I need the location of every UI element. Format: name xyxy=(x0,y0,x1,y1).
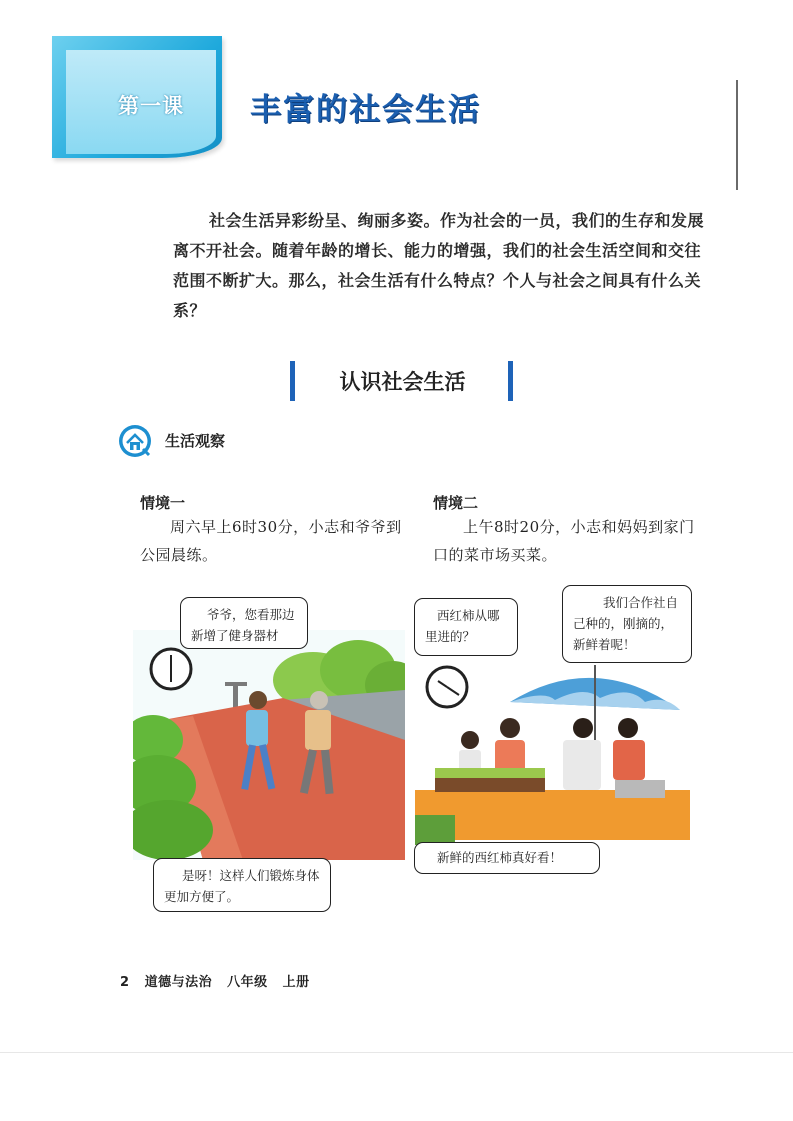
scenario2-title: 情境二 xyxy=(433,494,479,512)
volume-label: 上册 xyxy=(282,975,310,990)
scenario1-description: 周六早上6时30分，小志和爷爷到公园晨练。 xyxy=(140,518,402,564)
speech-bubble-grandpa: 是呀！这样人们锻炼身体更加方便了。 xyxy=(153,858,331,912)
observation-label: 生活观察 xyxy=(165,432,226,450)
house-magnifier-icon xyxy=(118,424,152,458)
section-bar-right xyxy=(508,361,513,401)
book-title: 道德与法治 xyxy=(144,975,213,990)
margin-rule xyxy=(736,80,738,190)
scenario2-description: 上午8时20分，小志和妈妈到家门口的菜市场买菜。 xyxy=(433,518,695,564)
intro-paragraph: 社会生活异彩纷呈、绚丽多姿。作为社会的一员，我们的生存和发展离不开社会。随着年龄的增长、能力的增强，我们的社会生活空间和交往范围不断扩大。那么，社会生活有什么特点？个人与社会之间具有什么关系？ xyxy=(173,211,705,320)
speech-bubble-boy-market: 新鲜的西红柿真好看！ xyxy=(414,842,600,874)
speech-bubble-mother: 西红柿从哪里进的？ xyxy=(414,598,518,656)
scenario1-title: 情境一 xyxy=(140,494,186,512)
section-bar-left xyxy=(290,361,295,401)
speech-bubble-vendor: 我们合作社自己种的，刚摘的，新鲜着呢！ xyxy=(562,585,692,663)
speech-bubble-boy: 爷爷，您看那边新增了健身器材 xyxy=(180,597,308,649)
lesson-number: 第一课 xyxy=(118,94,184,118)
lesson-title: 丰富的社会生活 xyxy=(250,92,481,128)
clock-icon xyxy=(424,664,470,710)
bottom-rule xyxy=(0,1052,793,1053)
page-footer xyxy=(120,971,320,990)
clock-icon xyxy=(148,646,194,692)
page-number: 2 xyxy=(120,975,130,990)
grade-label: 八年级 xyxy=(227,975,268,990)
section-heading: 认识社会生活 xyxy=(339,370,466,394)
